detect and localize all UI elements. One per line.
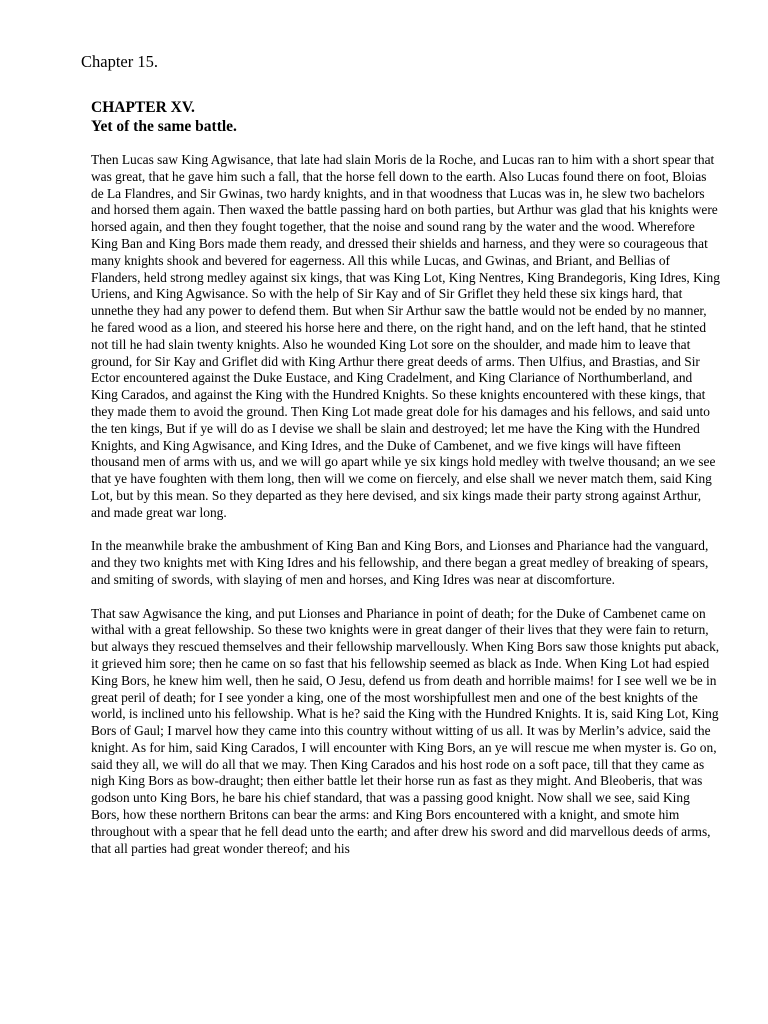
chapter-title: Yet of the same battle.	[91, 118, 237, 135]
running-head: Chapter 15.	[81, 52, 158, 71]
chapter-number: CHAPTER XV.	[91, 99, 195, 116]
chapter-body	[91, 152, 721, 874]
chapter-heading	[91, 98, 237, 136]
paragraph: That saw Agwisance the king, and put Lionses and Phariance in point of death; for the Duke of Cambenet came on withal with a great fellowship. So these two knights were in great danger of their lives that they were fain to return, but always they rescued themselves and their fellowship marvellously. When King Bors saw those knights put aback, it grieved him sore; then he came on so fast that his fellowship seemed as black as Inde. When King Lot had espied King Bors, he knew him well, then he said, O Jesu, defend us from death and horrible maims! for I see well we be in great peril of death; for I see yonder a king, one of the most worshipfullest men and one of the best knights of the world, is inclined unto his fellowship. What is he? said the King with the Hundred Knights. It is, said King Lot, King Bors of Gaul; I marvel how they came into this country without witting of us all. It was by Merlin’s advice, said the knight. As for him, said King Carados, I will encounter with King Bors, an ye will rescue me when myster is. Go on, said they all, we will do all that we may. Then King Carados and his host rode on a soft pace, till that they came as nigh King Bors as bow-draught; then either battle let their horse run as fast as they might. And Bleoberis, that was godson unto King Bors, he bare his chief standard, that was a passing good knight. Now shall we see, said King Bors, how these northern Britons can bear the arms: and King Bors encountered with a knight, and smote him throughout with a spear that he fell dead unto the earth; and after drew his sword and did marvellous deeds of arms, that all parties had great wonder thereof; and his	[91, 605, 720, 856]
paragraph: In the meanwhile brake the ambushment of King Ban and King Bors, and Lionses and Phariance had the vanguard, and they two knights met with King Idres and his fellowship, and there began a great medley of breaking of spears, and smiting of swords, with slaying of men and horses, and King Idres was near at discomforture.	[91, 538, 709, 587]
paragraph: Then Lucas saw King Agwisance, that late had slain Moris de la Roche, and Lucas ran to him with a short spear that was great, that he gave him such a fall, that the horse fell down to the earth. Also Lucas found there on foot, Bloias de La Flandres, and Sir Gwinas, two hardy knights, and in that woodness that Lucas was in, he slew two bachelors and horsed them again. Then waxed the battle passing hard on both parties, but Arthur was glad that his knights were horsed again, and then they fought together, that the noise and sound rang by the water and the wood. Wherefore King Ban and King Bors made them ready, and dressed their shields and harness, and they were so courageous that many knights shook and bevered for eagerness. All this while Lucas, and Gwinas, and Briant, and Bellias of Flanders, held strong medley against six kings, that was King Lot, King Nentres, King Brandegoris, King Idres, King Uriens, and King Agwisance. So with the help of Sir Kay and of Sir Griflet they held these six kings hard, that unnethe they had any power to defend them. But when Sir Arthur saw the battle would not be ended by no manner, he fared wood as a lion, and steered his horse here and there, on the right hand, and on the left hand, that he stinted not till he had slain twenty knights. Also he wounded King Lot sore on the shoulder, and made him to leave that ground, for Sir Kay and Griflet did with King Arthur there great deeds of arms. Then Ulfius, and Brastias, and Sir Ector encountered against the Duke Eustace, and King Cradelment, and King Clariance of Northumberland, and King Carados, and against the King with the Hundred Knights. So these knights encountered with these kings, that they made them to avoid the ground. Then King Lot made great dole for his damages and his fellows, and said unto the ten kings, But if ye will do as I devise we shall be slain and destroyed; let me have the King with the Hundred Knights, and King Agwisance, and King Idres, and the Duke of Cambenet, and we five kings will have fifteen thousand men of arms with us, and we will go apart while ye six kings hold medley with twelve thousand; an we see that ye have foughten with them long, then will we come on fiercely, and else shall we never match them, said King Lot, but by this mean. So they departed as they here devised, and six kings made their party strong against Arthur, and made great war long.	[91, 152, 720, 520]
